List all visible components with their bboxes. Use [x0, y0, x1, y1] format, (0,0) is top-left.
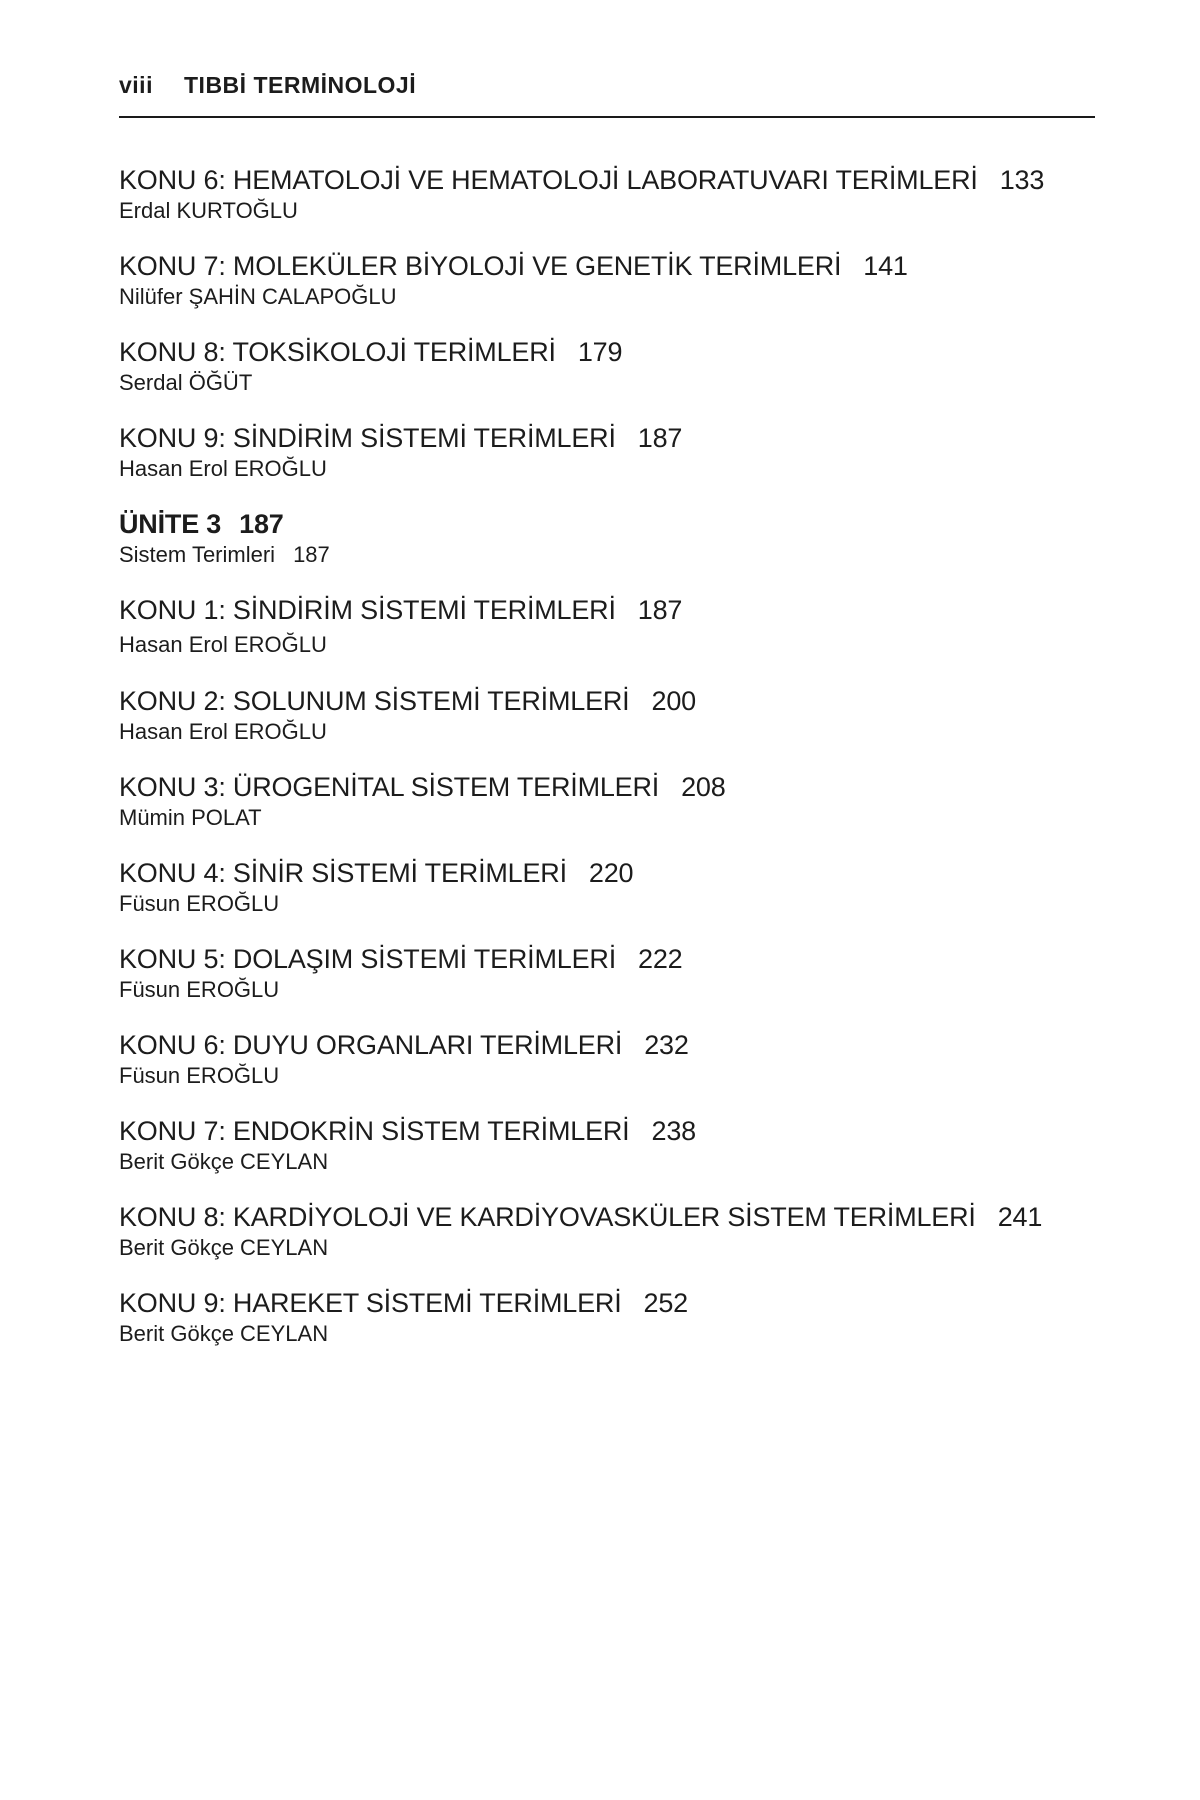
toc-entry-page: 141 — [863, 251, 908, 281]
toc-entry[interactable] — [119, 163, 1079, 243]
toc-entry-line — [119, 770, 1079, 804]
toc-entry-page: 200 — [651, 686, 696, 716]
toc-entry[interactable] — [119, 856, 1079, 936]
toc-entry-author: Hasan Erol EROĞLU — [119, 719, 327, 744]
toc-entry[interactable] — [119, 1028, 1079, 1108]
toc-unit-subtitle-line — [119, 541, 1079, 569]
toc-entry-author: Nilüfer ŞAHİN CALAPOĞLU — [119, 284, 397, 309]
toc-unit-entry[interactable] — [119, 507, 1079, 587]
toc-entry-page: 220 — [588, 858, 634, 888]
toc-entry-page: 232 — [644, 1030, 689, 1060]
toc-entry-author: Füsun EROĞLU — [119, 977, 280, 1002]
toc-entry-title: KONU 8: KARDİYOLOJİ VE KARDİYOVASKÜLER SİSTEM TERİMLERİ — [119, 1202, 976, 1232]
toc-entry-line — [119, 1114, 1079, 1148]
toc-entry[interactable] — [119, 1114, 1079, 1194]
toc-entry-page: 238 — [651, 1116, 696, 1146]
toc-entry-line — [119, 942, 1079, 976]
toc-entry-line — [119, 1200, 1079, 1234]
toc-entry-title: KONU 1: SİNDİRİM SİSTEMİ TERİMLERİ — [119, 595, 616, 625]
toc-entry-title: KONU 6: DUYU ORGANLARI TERİMLERİ — [119, 1030, 623, 1060]
toc-entry-line — [119, 249, 1079, 283]
toc-entry-title: KONU 8: TOKSİKOLOJİ TERİMLERİ — [119, 337, 556, 367]
toc-entry-title: KONU 2: SOLUNUM SİSTEMİ TERİMLERİ — [119, 686, 630, 716]
toc-entry-page: 179 — [577, 337, 623, 367]
toc-entry-author: Serdal ÖĞÜT — [119, 370, 253, 395]
toc-entry[interactable] — [119, 249, 1079, 329]
toc-entry-page: 133 — [999, 165, 1045, 195]
toc-entry-title: KONU 3: ÜROGENİTAL SİSTEM TERİMLERİ — [119, 772, 660, 802]
toc-entry-line — [119, 335, 1079, 369]
toc-entry[interactable] — [119, 1200, 1079, 1280]
toc-entry-author: Hasan Erol EROĞLU — [119, 632, 327, 657]
toc-entry-page: 187 — [637, 423, 683, 453]
toc-entry-author: Berit Gökçe CEYLAN — [119, 1149, 329, 1174]
toc-entry-author: Füsun EROĞLU — [119, 891, 280, 916]
toc-unit-title: ÜNİTE 3 — [119, 509, 222, 539]
book-title: TIBBİ TERMİNOLOJİ — [184, 72, 417, 98]
toc-entry-page: 241 — [997, 1202, 1043, 1232]
toc-entry-line — [119, 593, 1079, 627]
toc-entry-page: 208 — [681, 772, 726, 802]
toc-entry-page: 187 — [637, 595, 683, 625]
toc-entry-author: Mümin POLAT — [119, 805, 262, 830]
toc-entry[interactable] — [119, 593, 1079, 673]
toc-entry[interactable] — [119, 335, 1079, 415]
toc-entry[interactable] — [119, 1286, 1079, 1366]
toc-entry-page: 252 — [643, 1288, 688, 1318]
toc-entry-author: Berit Gökçe CEYLAN — [119, 1235, 329, 1260]
toc-entry-author: Hasan Erol EROĞLU — [119, 456, 327, 481]
toc-unit-page: 187 — [239, 509, 284, 539]
toc-entry-author: Erdal KURTOĞLU — [119, 198, 298, 223]
toc-entry-line — [119, 684, 1079, 718]
toc-unit-line — [119, 507, 1079, 541]
toc-entry-author: Füsun EROĞLU — [119, 1063, 280, 1088]
toc-entry[interactable] — [119, 942, 1079, 1022]
toc-entry-line — [119, 856, 1079, 890]
page-header — [119, 68, 1095, 118]
toc-entry-title: KONU 7: MOLEKÜLER BİYOLOJİ VE GENETİK TERİMLERİ — [119, 251, 842, 281]
toc-entry-title: KONU 6: HEMATOLOJİ VE HEMATOLOJİ LABORATUVARI TERİMLERİ — [119, 165, 978, 195]
toc-entry-line — [119, 1286, 1079, 1320]
toc-entry-title: KONU 5: DOLAŞIM SİSTEMİ TERİMLERİ — [119, 944, 617, 974]
toc-entry[interactable] — [119, 684, 1079, 764]
toc-entry-author: Berit Gökçe CEYLAN — [119, 1321, 329, 1346]
toc-entry-title: KONU 9: HAREKET SİSTEMİ TERİMLERİ — [119, 1288, 622, 1318]
toc-entry-line — [119, 163, 1079, 197]
page-number: viii — [119, 72, 153, 98]
toc-entry-title: KONU 4: SİNİR SİSTEMİ TERİMLERİ — [119, 858, 567, 888]
toc-unit-subtitle-page: 187 — [293, 542, 330, 567]
toc-entry-title: KONU 7: ENDOKRİN SİSTEM TERİMLERİ — [119, 1116, 630, 1146]
toc-entry-line — [119, 1028, 1079, 1062]
toc-entry-title: KONU 9: SİNDİRİM SİSTEMİ TERİMLERİ — [119, 423, 616, 453]
toc-entry-page: 222 — [638, 944, 683, 974]
toc-unit-subtitle: Sistem Terimleri — [119, 542, 276, 567]
toc-entry[interactable] — [119, 770, 1079, 850]
toc-entry[interactable] — [119, 421, 1079, 501]
toc-entry-line — [119, 421, 1079, 455]
